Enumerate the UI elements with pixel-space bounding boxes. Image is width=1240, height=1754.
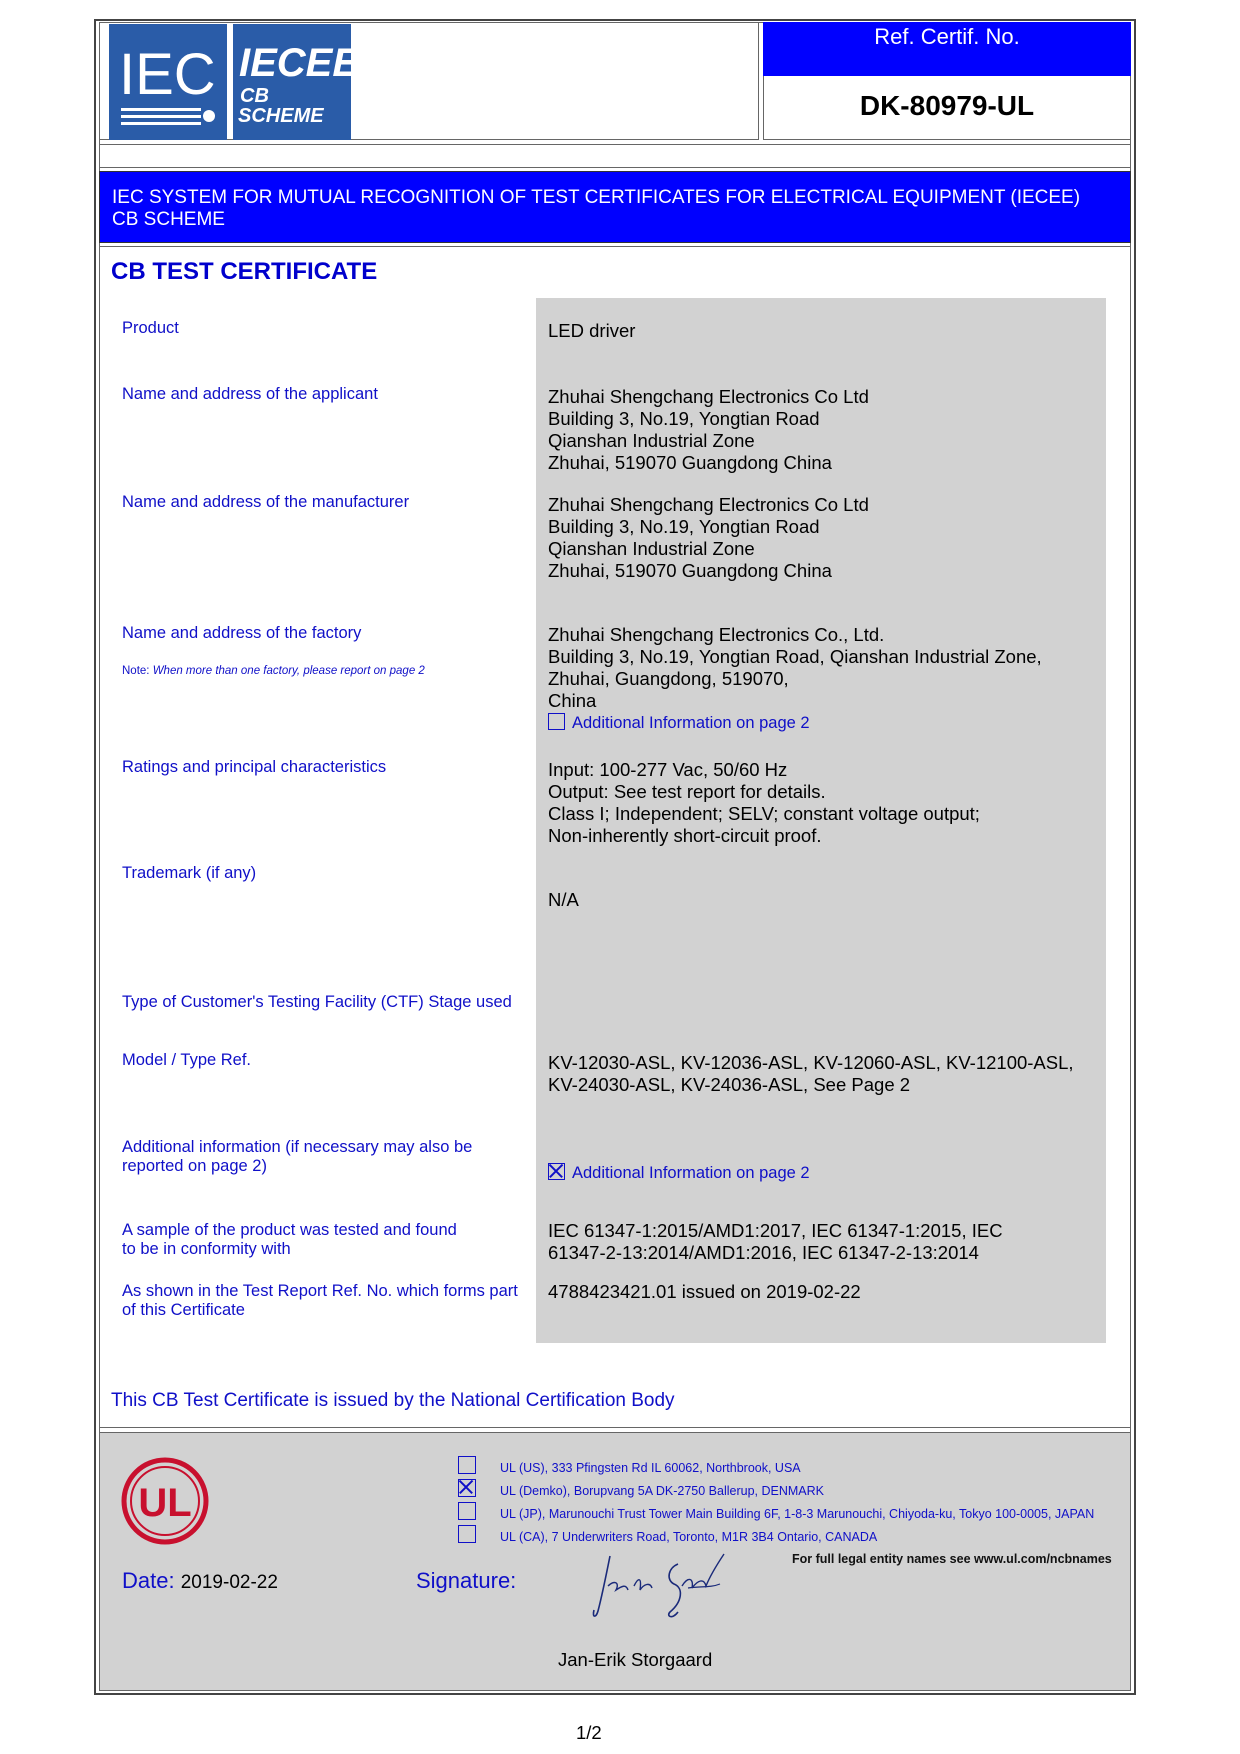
factory-additional-label: Additional Information on page 2 <box>572 714 810 732</box>
iec-logo-text: IEC <box>119 42 216 107</box>
date-label: Date: <box>122 1568 175 1593</box>
additional-info-label: Additional information (if necessary may also be reported on page 2) <box>122 1138 473 1175</box>
ctf-label: Type of Customer's Testing Facility (CTF) Stage used <box>122 993 512 1011</box>
svg-text:SCHEME: SCHEME <box>238 105 324 127</box>
ref-label: Ref. Certif. No. <box>763 22 1131 76</box>
office-row-us: UL (US), 333 Pfingsten Rd IL 60062, Northbrook, USA <box>458 1456 801 1475</box>
manufacturer-value: Zhuhai Shengchang Electronics Co Ltd Building 3, No.19, Yongtian Road Qianshan Industrial Zone Zhuhai, 519070 Guangdong China <box>548 494 869 581</box>
legal-entity-note: For full legal entity names see www.ul.com/ncbnames <box>792 1552 1112 1566</box>
ratings-label: Ratings and principal characteristics <box>122 758 387 776</box>
model-value: KV-12030-ASL, KV-12036-ASL, KV-12060-ASL, KV-12100-ASL, KV-24030-ASL, KV-24036-ASL, See Page 2 <box>548 1052 1074 1095</box>
office-row-jp: UL (JP), Marunouchi Trust Tower Main Building 6F, 1-8-3 Marunouchi, Chiyoda-ku, Tokyo 100-0005, JAPAN <box>458 1502 1094 1521</box>
ref-number: DK-80979-UL <box>859 90 1035 121</box>
office-demko-checkbox[interactable] <box>458 1479 476 1497</box>
additional-info-link: Additional Information on page 2 <box>572 1164 810 1182</box>
additional-info-checkbox[interactable] <box>548 1163 565 1180</box>
product-value: LED driver <box>548 320 636 341</box>
spacer-row <box>99 144 1131 168</box>
conformity-value: IEC 61347-1:2015/AMD1:2017, IEC 61347-1:2015, IEC 61347-2-13:2014/AMD1:2016, IEC 61347-2-13:2014 <box>548 1220 1003 1263</box>
ul-logo <box>120 1456 210 1546</box>
svg-text:CB: CB <box>240 85 269 107</box>
iecee-logo-text: IECEE <box>239 41 360 85</box>
factory-value: Zhuhai Shengchang Electronics Co., Ltd. Building 3, No.19, Yongtian Road, Qianshan Industrial Zone, Zhuhai, Guangdong, 519070, China <box>548 624 1042 711</box>
conformity-label: A sample of the product was tested and found to be in conformity with <box>122 1221 457 1258</box>
office-ca-checkbox[interactable] <box>458 1525 476 1543</box>
page-number: 1/2 <box>576 1722 602 1743</box>
applicant-value: Zhuhai Shengchang Electronics Co Ltd Building 3, No.19, Yongtian Road Qianshan Industrial Zone Zhuhai, 519070 Guangdong China <box>548 386 869 473</box>
banner-line-2: CB SCHEME <box>112 209 225 230</box>
office-us-checkbox[interactable] <box>458 1456 476 1474</box>
factory-additional-checkbox[interactable] <box>548 713 565 730</box>
trademark-label: Trademark (if any) <box>122 864 257 882</box>
banner-line-1: IEC SYSTEM FOR MUTUAL RECOGNITION OF TEST CERTIFICATES FOR ELECTRICAL EQUIPMENT (IECEE) <box>112 187 1081 208</box>
applicant-label: Name and address of the applicant <box>122 385 378 403</box>
svg-text:UL: UL <box>138 1481 192 1525</box>
signer-name: Jan-Erik Storgaard <box>558 1649 713 1670</box>
scheme-banner <box>99 171 1131 243</box>
handwritten-signature <box>588 1546 738 1626</box>
ratings-value: Input: 100-277 Vac, 50/60 Hz Output: See test report for details. Class I; Independent; SELV; constant voltage output; Non-inherently short-circuit proof. <box>548 759 980 846</box>
office-row-ca: UL (CA), 7 Underwriters Road, Toronto, M1R 3B4 Ontario, CANADA <box>458 1525 877 1544</box>
signature-label: Signature: <box>416 1568 517 1593</box>
certificate-title: CB TEST CERTIFICATE <box>111 258 378 285</box>
manufacturer-label: Name and address of the manufacturer <box>122 493 410 511</box>
issued-by-text: This CB Test Certificate is issued by the National Certification Body <box>111 1390 675 1411</box>
date-field <box>122 1568 278 1594</box>
factory-label: Name and address of the factory <box>122 624 362 642</box>
model-label: Model / Type Ref. <box>122 1051 252 1069</box>
additional-info <box>548 1163 810 1183</box>
report-label: As shown in the Test Report Ref. No. which forms part of this Certificate <box>122 1282 518 1319</box>
product-label: Product <box>122 319 179 337</box>
office-jp-checkbox[interactable] <box>458 1502 476 1520</box>
office-row-demko: UL (Demko), Borupvang 5A DK-2750 Ballerup, DENMARK <box>458 1479 824 1498</box>
trademark-value: N/A <box>548 889 579 910</box>
date-value: 2019-02-22 <box>180 1572 278 1593</box>
factory-additional-info <box>548 713 810 733</box>
factory-note: Note: When more than one factory, please report on page 2 <box>122 665 425 677</box>
report-value: 4788423421.01 issued on 2019-02-22 <box>548 1281 861 1302</box>
iec-iecee-logo <box>109 24 365 140</box>
